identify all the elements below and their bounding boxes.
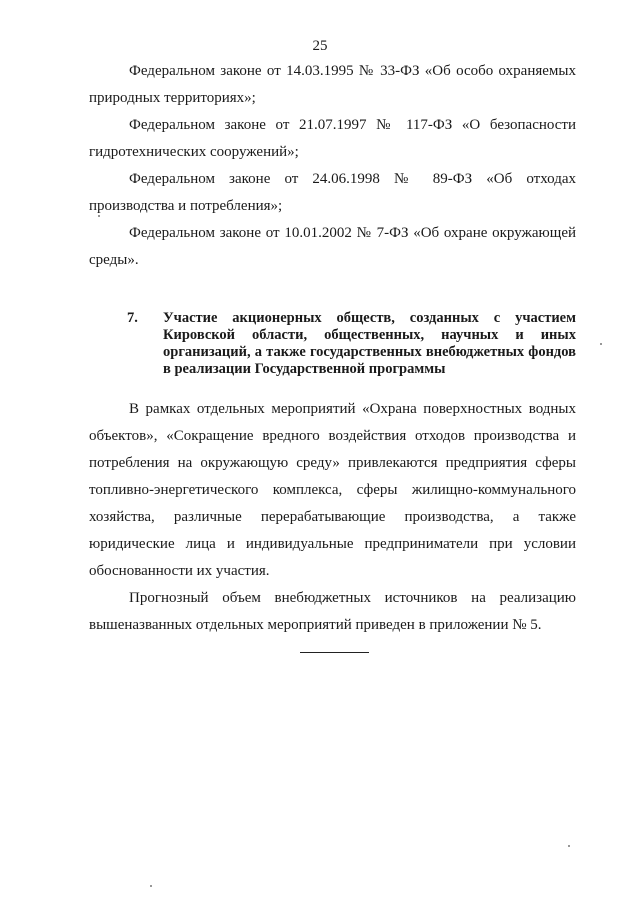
law-item-line-2: гидротехнических сооружений»; [89,144,299,160]
scan-speck [98,215,100,217]
end-separator-line [300,652,369,653]
section-title: Участие акционерных обществ, созданных с участием Кировской области, общественных, научных и иных организаций, а также государственных внебюджетных фондов в реализации Государственной программы [163,310,576,377]
law-item-line-1: Федеральном законе от 24.06.1998 № 89-ФЗ «Об отходах [129,171,576,187]
scan-speck [568,845,570,847]
scan-speck [600,343,602,345]
law-item-line-1: Федеральном законе от 21.07.1997 № 117-ФЗ «О безопасности [129,117,576,133]
page-content [89,58,576,639]
body-paragraph: В рамках отдельных мероприятий «Охрана поверхностных водных объектов», «Сокращение вредного воздействия отходов производства и потребления на окружающую среду» привлекаются предприятия сферы топливно-энергетического комплекса, сферы жилищно-коммунального хозяйства, различные перерабатывающие производства, а также юридические лица и индивидуальные предприниматели при условии обоснованности их участия. [89,401,576,579]
section-heading [89,310,576,378]
law-item-line-1: Федеральном законе от 10.01.2002 № 7-ФЗ «Об охране окружающей [129,225,576,241]
section-number: 7. [127,310,138,326]
law-item [89,58,576,112]
scan-speck [150,885,152,887]
body-paragraph: Прогнозный объем внебюджетных источников на реализацию вышеназванных отдельных мероприятий приведен в приложении № 5. [89,590,576,633]
law-item-line-2: среды». [89,252,139,268]
law-item-line-1: Федеральном законе от 14.03.1995 № 33-ФЗ «Об особо охраняемых [129,63,576,79]
law-item-line-2: природных территориях»; [89,90,256,106]
page-number: 25 [312,38,328,54]
law-item [89,112,576,166]
law-item [89,220,576,274]
law-item-line-2: производства и потребления»; [89,198,283,214]
law-item [89,166,576,220]
